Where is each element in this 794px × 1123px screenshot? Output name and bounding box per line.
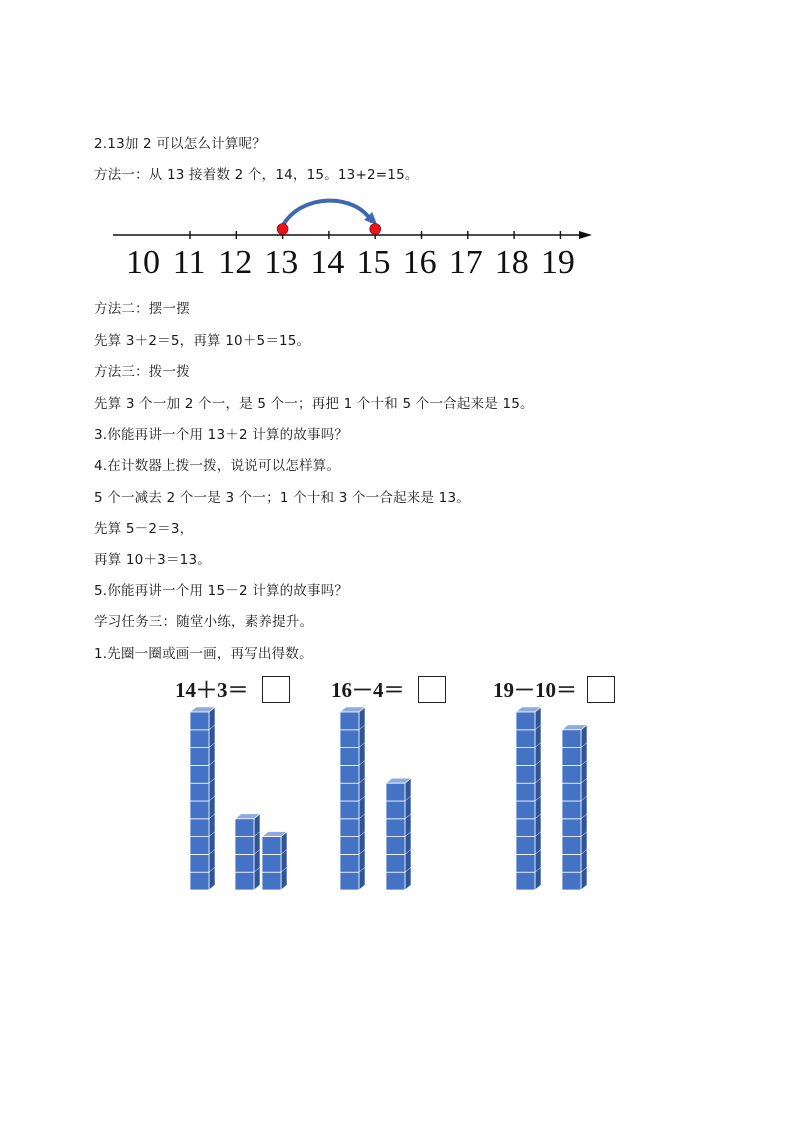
number-line-label: 13 — [264, 244, 299, 281]
unit-cube — [386, 854, 405, 872]
cube-stack-1-3 — [262, 832, 287, 890]
unit-cube — [516, 819, 535, 837]
cube-stack-2-1 — [340, 707, 365, 890]
cube-stack-3-1 — [516, 707, 541, 890]
unit-cube — [190, 730, 209, 748]
number-line-label: 18 — [494, 244, 529, 281]
question-4-answer-1: 5 个一减去 2 个一是 3 个一；1 个十和 3 个一合起来是 13。 — [94, 490, 470, 506]
cube-stack-side — [281, 832, 287, 890]
unit-cube — [562, 748, 581, 766]
exercise-1-instruction: 1.先圈一圈或画一画，再写出得数。 — [94, 646, 313, 662]
unit-cube — [386, 837, 405, 855]
unit-cube — [340, 872, 359, 890]
unit-cube — [562, 854, 581, 872]
number-line-label: 10 — [126, 244, 160, 281]
number-line-label: 11 — [172, 244, 206, 281]
unit-cube — [262, 872, 281, 890]
cube-stack-2-2 — [386, 778, 411, 890]
unit-cube — [516, 730, 535, 748]
unit-cube — [340, 801, 359, 819]
unit-cube — [340, 730, 359, 748]
unit-cube — [190, 801, 209, 819]
exercise-equation-1: 14＋3＝ — [175, 678, 249, 702]
question-4-answer-2: 先算 5－2＝3， — [94, 521, 194, 537]
unit-cube — [190, 783, 209, 801]
unit-cube — [190, 765, 209, 783]
unit-cube — [562, 783, 581, 801]
unit-cube — [190, 712, 209, 730]
unit-cube — [562, 765, 581, 783]
unit-cube — [516, 854, 535, 872]
unit-cube — [516, 712, 535, 730]
unit-cube — [235, 819, 254, 837]
unit-cube — [190, 872, 209, 890]
unit-cube — [516, 765, 535, 783]
cube-stack-3-2 — [562, 725, 587, 890]
unit-cube — [562, 801, 581, 819]
unit-cube — [516, 801, 535, 819]
unit-cube — [190, 837, 209, 855]
unit-cube — [386, 783, 405, 801]
method-3-text: 方法三：拨一拨 — [94, 364, 190, 380]
unit-cube — [235, 854, 254, 872]
exercise-equation-3: 19－10＝ — [493, 678, 577, 702]
cube-stack-1-2 — [235, 814, 260, 890]
question-3: 3.你能再讲一个用 13＋2 计算的故事吗？ — [94, 427, 349, 443]
unit-cube — [190, 748, 209, 766]
unit-cube — [386, 872, 405, 890]
unit-cube — [516, 872, 535, 890]
answer-box-3[interactable] — [587, 676, 615, 703]
unit-cube — [340, 819, 359, 837]
unit-cube — [562, 837, 581, 855]
unit-cube — [190, 819, 209, 837]
unit-cube — [562, 819, 581, 837]
unit-cube — [516, 748, 535, 766]
number-line-label: 14 — [310, 244, 345, 281]
cube-stack-side — [581, 725, 587, 890]
method-3-calc: 先算 3 个一加 2 个一，是 5 个一；再把 1 个十和 5 个一合起来是 15。 — [94, 396, 534, 412]
question-4: 4.在计数器上拨一拨，说说可以怎样算。 — [94, 458, 341, 474]
unit-cube — [386, 801, 405, 819]
number-line-label: 17 — [448, 244, 483, 281]
number-line-label: 16 — [402, 244, 437, 281]
unit-cube — [562, 730, 581, 748]
number-line — [0, 195, 794, 285]
unit-cube — [235, 872, 254, 890]
cube-stack-1-1 — [190, 707, 215, 890]
unit-cube — [516, 783, 535, 801]
method-1-text: 方法一：从 13 接着数 2 个，14，15。13+2=15。 — [94, 167, 419, 183]
answer-box-2[interactable] — [418, 676, 446, 703]
unit-cube — [340, 837, 359, 855]
unit-cube — [340, 765, 359, 783]
method-2-calc: 先算 3＋2＝5，再算 10＋5＝15。 — [94, 333, 311, 349]
unit-cube — [340, 854, 359, 872]
number-line-arrowhead — [579, 231, 592, 239]
unit-cube — [562, 872, 581, 890]
end-point-15 — [370, 224, 381, 235]
start-point-13 — [277, 224, 288, 235]
method-2-text: 方法二：摆一摆 — [94, 301, 190, 317]
cube-stacks — [0, 700, 794, 910]
number-line-label: 12 — [218, 244, 253, 281]
unit-cube — [340, 712, 359, 730]
unit-cube — [516, 837, 535, 855]
unit-cube — [386, 819, 405, 837]
question-4-answer-3: 再算 10＋3＝13。 — [94, 552, 211, 568]
answer-box-1[interactable] — [262, 676, 290, 703]
number-line-label: 15 — [356, 244, 391, 281]
unit-cube — [340, 748, 359, 766]
unit-cube — [235, 837, 254, 855]
unit-cube — [340, 783, 359, 801]
jump-arc — [283, 201, 372, 226]
exercise-equation-2: 16－4＝ — [331, 678, 405, 702]
question-5: 5.你能再讲一个用 15－2 计算的故事吗？ — [94, 583, 349, 599]
question-2: 2.13加 2 可以怎么计算呢？ — [94, 136, 266, 152]
unit-cube — [190, 854, 209, 872]
unit-cube — [262, 837, 281, 855]
task-3-heading: 学习任务三：随堂小练，素养提升。 — [94, 614, 314, 630]
unit-cube — [262, 854, 281, 872]
number-line-label: 19 — [540, 244, 575, 281]
